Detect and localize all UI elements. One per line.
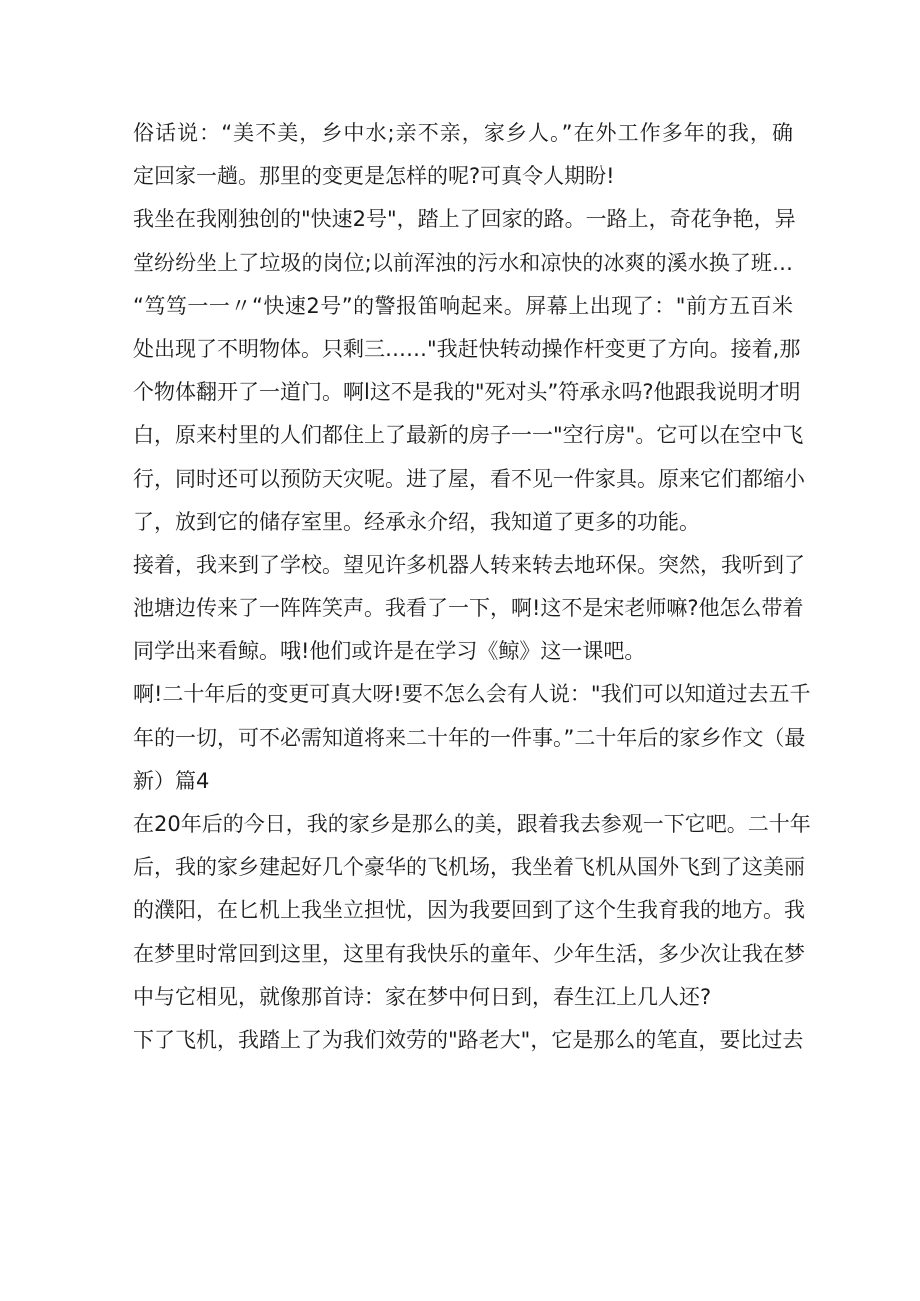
- text-line: 接着，我来到了学校。望见许多机器人转来转去地环保。突然，我听到了: [133, 552, 805, 577]
- text-line: 了，放到它的储存室里。经承永介绍，我知道了更多的功能。: [133, 509, 700, 534]
- text-line: 我坐在我刚独创的"快速2号"，踏上了回家的路。一路上，奇花争艳，异: [133, 207, 796, 232]
- text-line: 个物体翻开了一道门。啊l这不是我的"死对头”符承永吗?他跟我说明才明: [133, 380, 801, 405]
- text-line: 白，原来村里的人们都住上了最新的房子一一"空行房"。它可以在空中飞: [133, 423, 804, 448]
- paragraph-7: [133, 1019, 804, 1062]
- paragraph-3: [133, 285, 805, 544]
- paragraph-4: [133, 544, 805, 674]
- text-line: 俗话说：“美不美，乡中水;亲不亲，家乡人。”在外工作多年的我，确: [133, 121, 793, 145]
- text-line: 处出现了不明物体。只剩三……"我赶快转动操作杆变更了方向。接着,那: [133, 336, 801, 361]
- text-line: 年的一切，可不必需知道将来二十年的一件事。”二十年后的家乡作文（最: [133, 725, 806, 750]
- paragraph-1: [133, 112, 793, 198]
- text-line: 在20年后的今日，我的家乡是那么的美，跟着我去参观一下它吧。二十年: [133, 812, 811, 836]
- text-line: 中与它相见，就像那首诗：家在梦中何日到，春生江上几人还?: [133, 984, 712, 1009]
- text-line: “笃笃一一〃“快速2号”的警报笛响起来。屏幕上出现了："前方五百米: [133, 293, 793, 318]
- text-line: 新）篇4: [133, 768, 210, 793]
- document-body: [133, 112, 811, 1062]
- text-line: 堂纷纷坐上了垃圾的岗位;以前浑浊的污水和凉快的冰爽的溪水换了班…: [133, 250, 793, 275]
- text-line: 在梦里时常回到这里，这里有我快乐的童年、少年生活，多少次让我在梦: [133, 941, 805, 966]
- text-line: 下了飞机，我踏上了为我们效劳的"路老大"，它是那么的笔直，要比过去: [133, 1027, 804, 1052]
- text-line: 啊!二十年后的变更可真大呀!要不怎么会有人说："我们可以知道过去五千: [133, 682, 811, 707]
- text-line: 定回家一趟。那里的变更是怎样的呢?可真令人期盼!: [133, 164, 615, 189]
- paragraph-2: [133, 198, 796, 284]
- paragraph-6: [133, 803, 811, 1019]
- text-line: 后，我的家乡建起好几个豪华的飞机场，我坐着飞机从国外飞到了这美丽: [133, 855, 805, 880]
- text-line: 行，同时还可以预防天灾呢。进了屋，看不见一件家具。原来它们都缩小: [133, 466, 805, 491]
- paragraph-5: [133, 673, 811, 803]
- text-line: 同学出来看鲸。哦!他们或许是在学习《鲸》这一课吧。: [133, 639, 646, 664]
- text-line: 的濮阳，在匕机上我坐立担忧，因为我要回到了这个生我育我的地方。我: [133, 898, 805, 923]
- text-line: 池塘边传来了一阵阵笑声。我看了一下，啊!这不是宋老师嘛?他怎么带着: [133, 596, 804, 621]
